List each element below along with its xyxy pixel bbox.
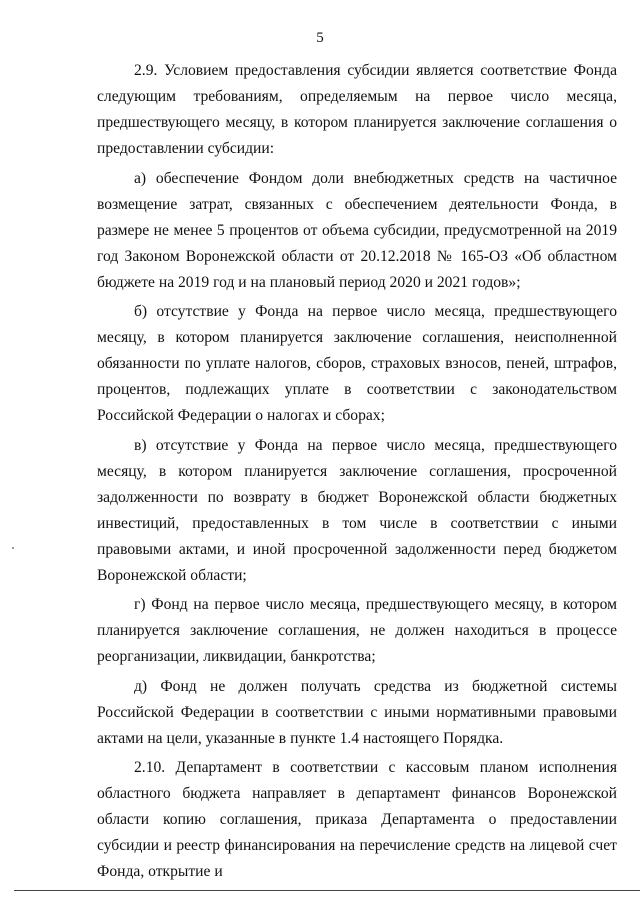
subclause-g: г) Фонд на первое число месяца, предшествующего месяцу, в котором планируется заключение соглашения, не должен находиться в процессе реорганизации, ликвидации, банкротства;	[97, 596, 617, 665]
document-body	[97, 58, 617, 889]
clause-2-9: 2.9. Условием предоставления субсидии является соответствие Фонда следующим требованиям, определяемым на первое число месяца, предшествующего месяцу, в котором планируется заключение соглашения о предоставлении субсидии:	[97, 62, 617, 157]
subclause-b: б) отсутствие у Фонда на первое число месяца, предшествующего месяцу, в котором планируется заключение соглашения, неисполненной обязанности по уплате налогов, сборов, страховых взносов, пеней, штрафов, процентов, подлежащих уплате в соответствии с законодательством Российской Федерации о налогах и сборах;	[97, 303, 617, 424]
subclause-v: в) отсутствие у Фонда на первое число месяца, предшествующего месяцу, в котором планируется заключение соглашения, просроченной задолженности по возврату в бюджет Воронежской области бюджетных инвестиций, предоставленных в том числе в соответствии с иными правовыми актами, и иной просроченной задолженности перед бюджетом Воронежской области;	[97, 436, 617, 584]
page-bottom-edge	[14, 890, 640, 891]
scan-speck	[12, 547, 14, 549]
subclause-a: а) обеспечение Фондом доли внебюджетных средств на частичное возмещение затрат, связанных с обеспечением деятельности Фонда, в размере не менее 5 процентов от объема субсидии, предусмотренной на 2019 год Законом Воронежской области от 20.12.2018 № 165-ОЗ «Об областном бюджете на 2019 год и на плановый период 2020 и 2021 годов»;	[97, 169, 617, 291]
clause-2-10: 2.10. Департамент в соответствии с кассовым планом исполнения областного бюджета направляет в департамент финансов Воронежской области копию соглашения, приказа Департамента о предоставлении субсидии и реестр финансирования на перечисление средств на лицевой счет Фонда, открытие и	[97, 759, 617, 880]
subclause-d: д) Фонд не должен получать средства из бюджетной системы Российской Федерации в соответствии с иными нормативными правовыми актами на цели, указанные в пункте 1.4 настоящего Порядка.	[97, 677, 617, 747]
page-number: 5	[316, 30, 324, 46]
